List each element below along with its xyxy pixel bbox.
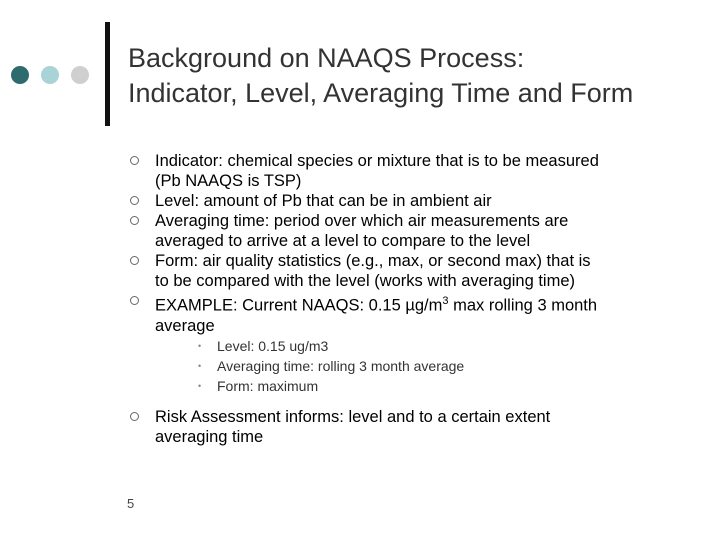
bullet-line: Form: air quality statistics (e.g., max, or second max) that is [155,252,591,270]
subbullet-level: • Level: 0.15 ug/m3 [198,337,329,354]
title-line-1: Background on NAAQS Process: [128,43,525,73]
subbullet-dot-icon: • [198,380,202,391]
bullet-circle-icon [130,156,139,165]
bullet-circle-icon [130,196,139,205]
title-divider [105,22,110,126]
bullet-example [130,291,690,336]
title-line-2: Indicator, Level, Averaging Time and Form [128,78,634,108]
bullet-line: average [155,316,215,335]
bullet-list [130,151,690,447]
slide-title [128,41,633,111]
decor-dot-gray [71,66,89,84]
page-number: 5 [127,496,135,511]
bullet-circle-icon [130,256,139,265]
decor-dot-light [41,66,59,84]
bullet-line: averaged to arrive at a level to compare to the level [155,232,531,250]
example-text-suffix: max rolling 3 month [448,296,598,315]
bullet-level [130,191,690,211]
bullet-line: Indicator: chemical species or mixture that is to be measured [155,152,599,170]
bullet-line [155,291,690,316]
example-text: EXAMPLE: Current NAAQS: 0.15 µg/m [155,296,443,315]
subbullet-averaging: • Averaging time: rolling 3 month average [198,357,465,374]
example-superscript: 3 [442,295,449,307]
bullet-circle-icon [130,216,139,225]
decor-dot-dark [11,66,29,84]
bullet-line: (Pb NAAQS is TSP) [155,172,302,190]
bullet-form [130,251,690,291]
subbullet-dot-icon: • [198,340,202,351]
subbullet-form: • Form: maximum [198,377,319,394]
bullet-risk-assessment [130,407,690,447]
bullet-line: averaging time [155,427,264,446]
subbullet-dot-icon: • [198,360,202,371]
bullet-circle-icon [130,412,139,421]
bullet-averaging-time [130,211,690,251]
bullet-indicator [130,151,690,191]
bullet-line: to be compared with the level (works with averaging time) [155,272,576,290]
bullet-circle-icon [130,296,139,305]
bullet-line: Averaging time: period over which air measurements are [155,212,569,230]
bullet-line: Risk Assessment informs: level and to a certain extent [155,407,551,426]
bullet-line: Level: amount of Pb that can be in ambient air [155,192,492,210]
